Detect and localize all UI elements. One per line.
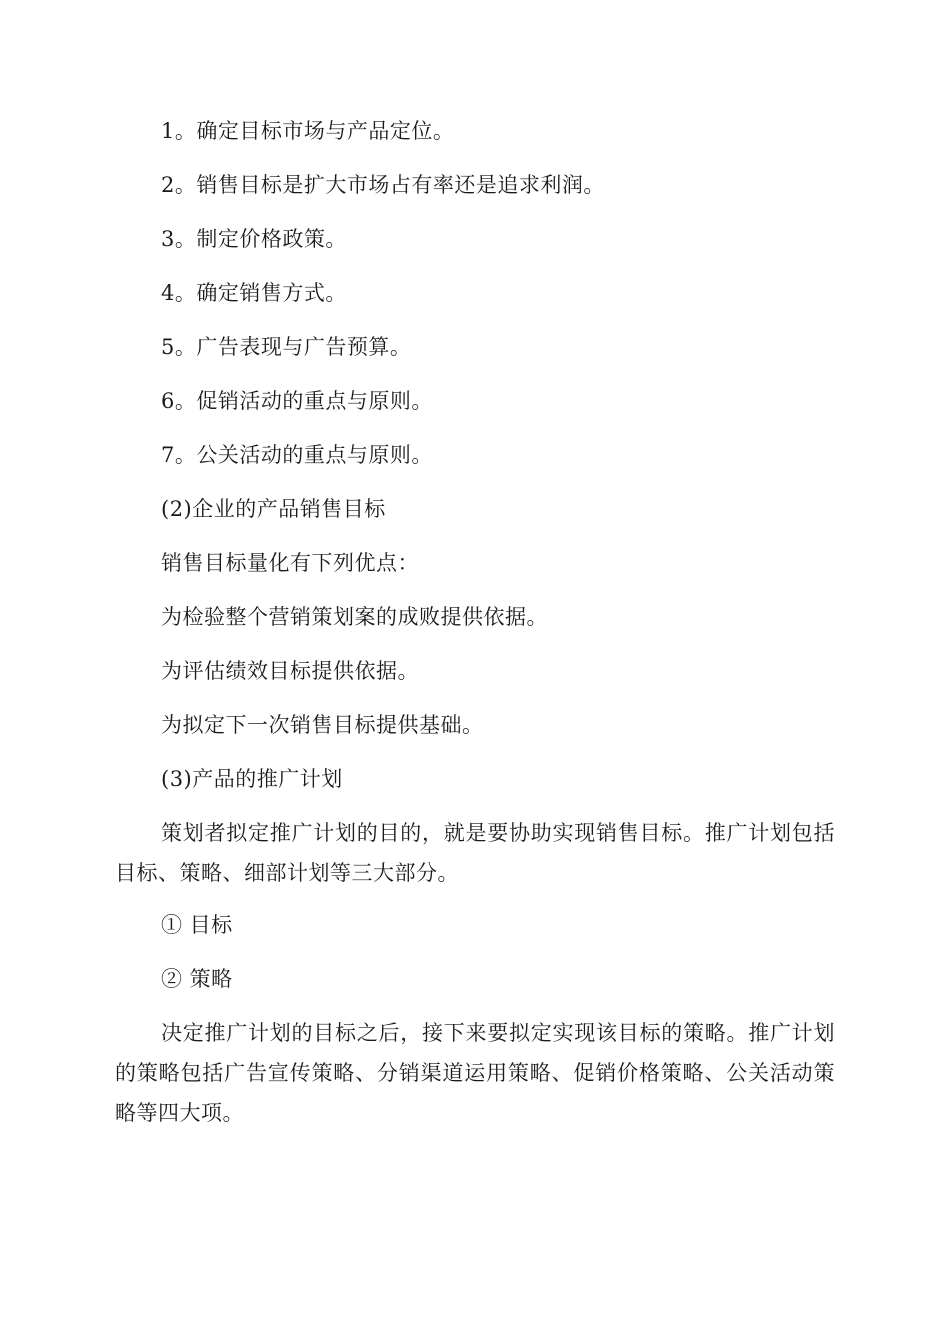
list-item-1: 1。确定目标市场与产品定位。 bbox=[161, 119, 455, 143]
sub-item-strategy: ② 策略 bbox=[161, 967, 233, 991]
list-item-5: 5。广告表现与广告预算。 bbox=[161, 335, 412, 359]
sub-item-goal: ① 目标 bbox=[161, 913, 233, 937]
advantage-item-2: 为评估绩效目标提供依据。 bbox=[161, 659, 419, 683]
list-item-3: 3。制定价格政策。 bbox=[161, 227, 347, 251]
list-item-7: 7。公关活动的重点与原则。 bbox=[161, 443, 433, 467]
paragraph-strategy: 决定推广计划的目标之后，接下来要拟定实现该目标的策略。推广计划的策略包括广告宣传策略、分销渠道运用策略、促销价格策略、公关活动策略等四大项。 bbox=[115, 1021, 835, 1125]
paragraph-promotion-purpose: 策划者拟定推广计划的目的，就是要协助实现销售目标。推广计划包括目标、策略、细部计划等三大部分。 bbox=[115, 821, 835, 885]
section-heading-promotion-plan: (3)产品的推广计划 bbox=[161, 767, 343, 791]
list-item-6: 6。促销活动的重点与原则。 bbox=[161, 389, 433, 413]
advantage-item-3: 为拟定下一次销售目标提供基础。 bbox=[161, 713, 484, 737]
section-heading-sales-goal: (2)企业的产品销售目标 bbox=[161, 497, 386, 521]
advantages-intro: 销售目标量化有下列优点： bbox=[161, 551, 419, 575]
advantage-item-1: 为检验整个营销策划案的成败提供依据。 bbox=[161, 605, 548, 629]
list-item-4: 4。确定销售方式。 bbox=[161, 281, 347, 305]
list-item-2: 2。销售目标是扩大市场占有率还是追求利润。 bbox=[161, 173, 605, 197]
